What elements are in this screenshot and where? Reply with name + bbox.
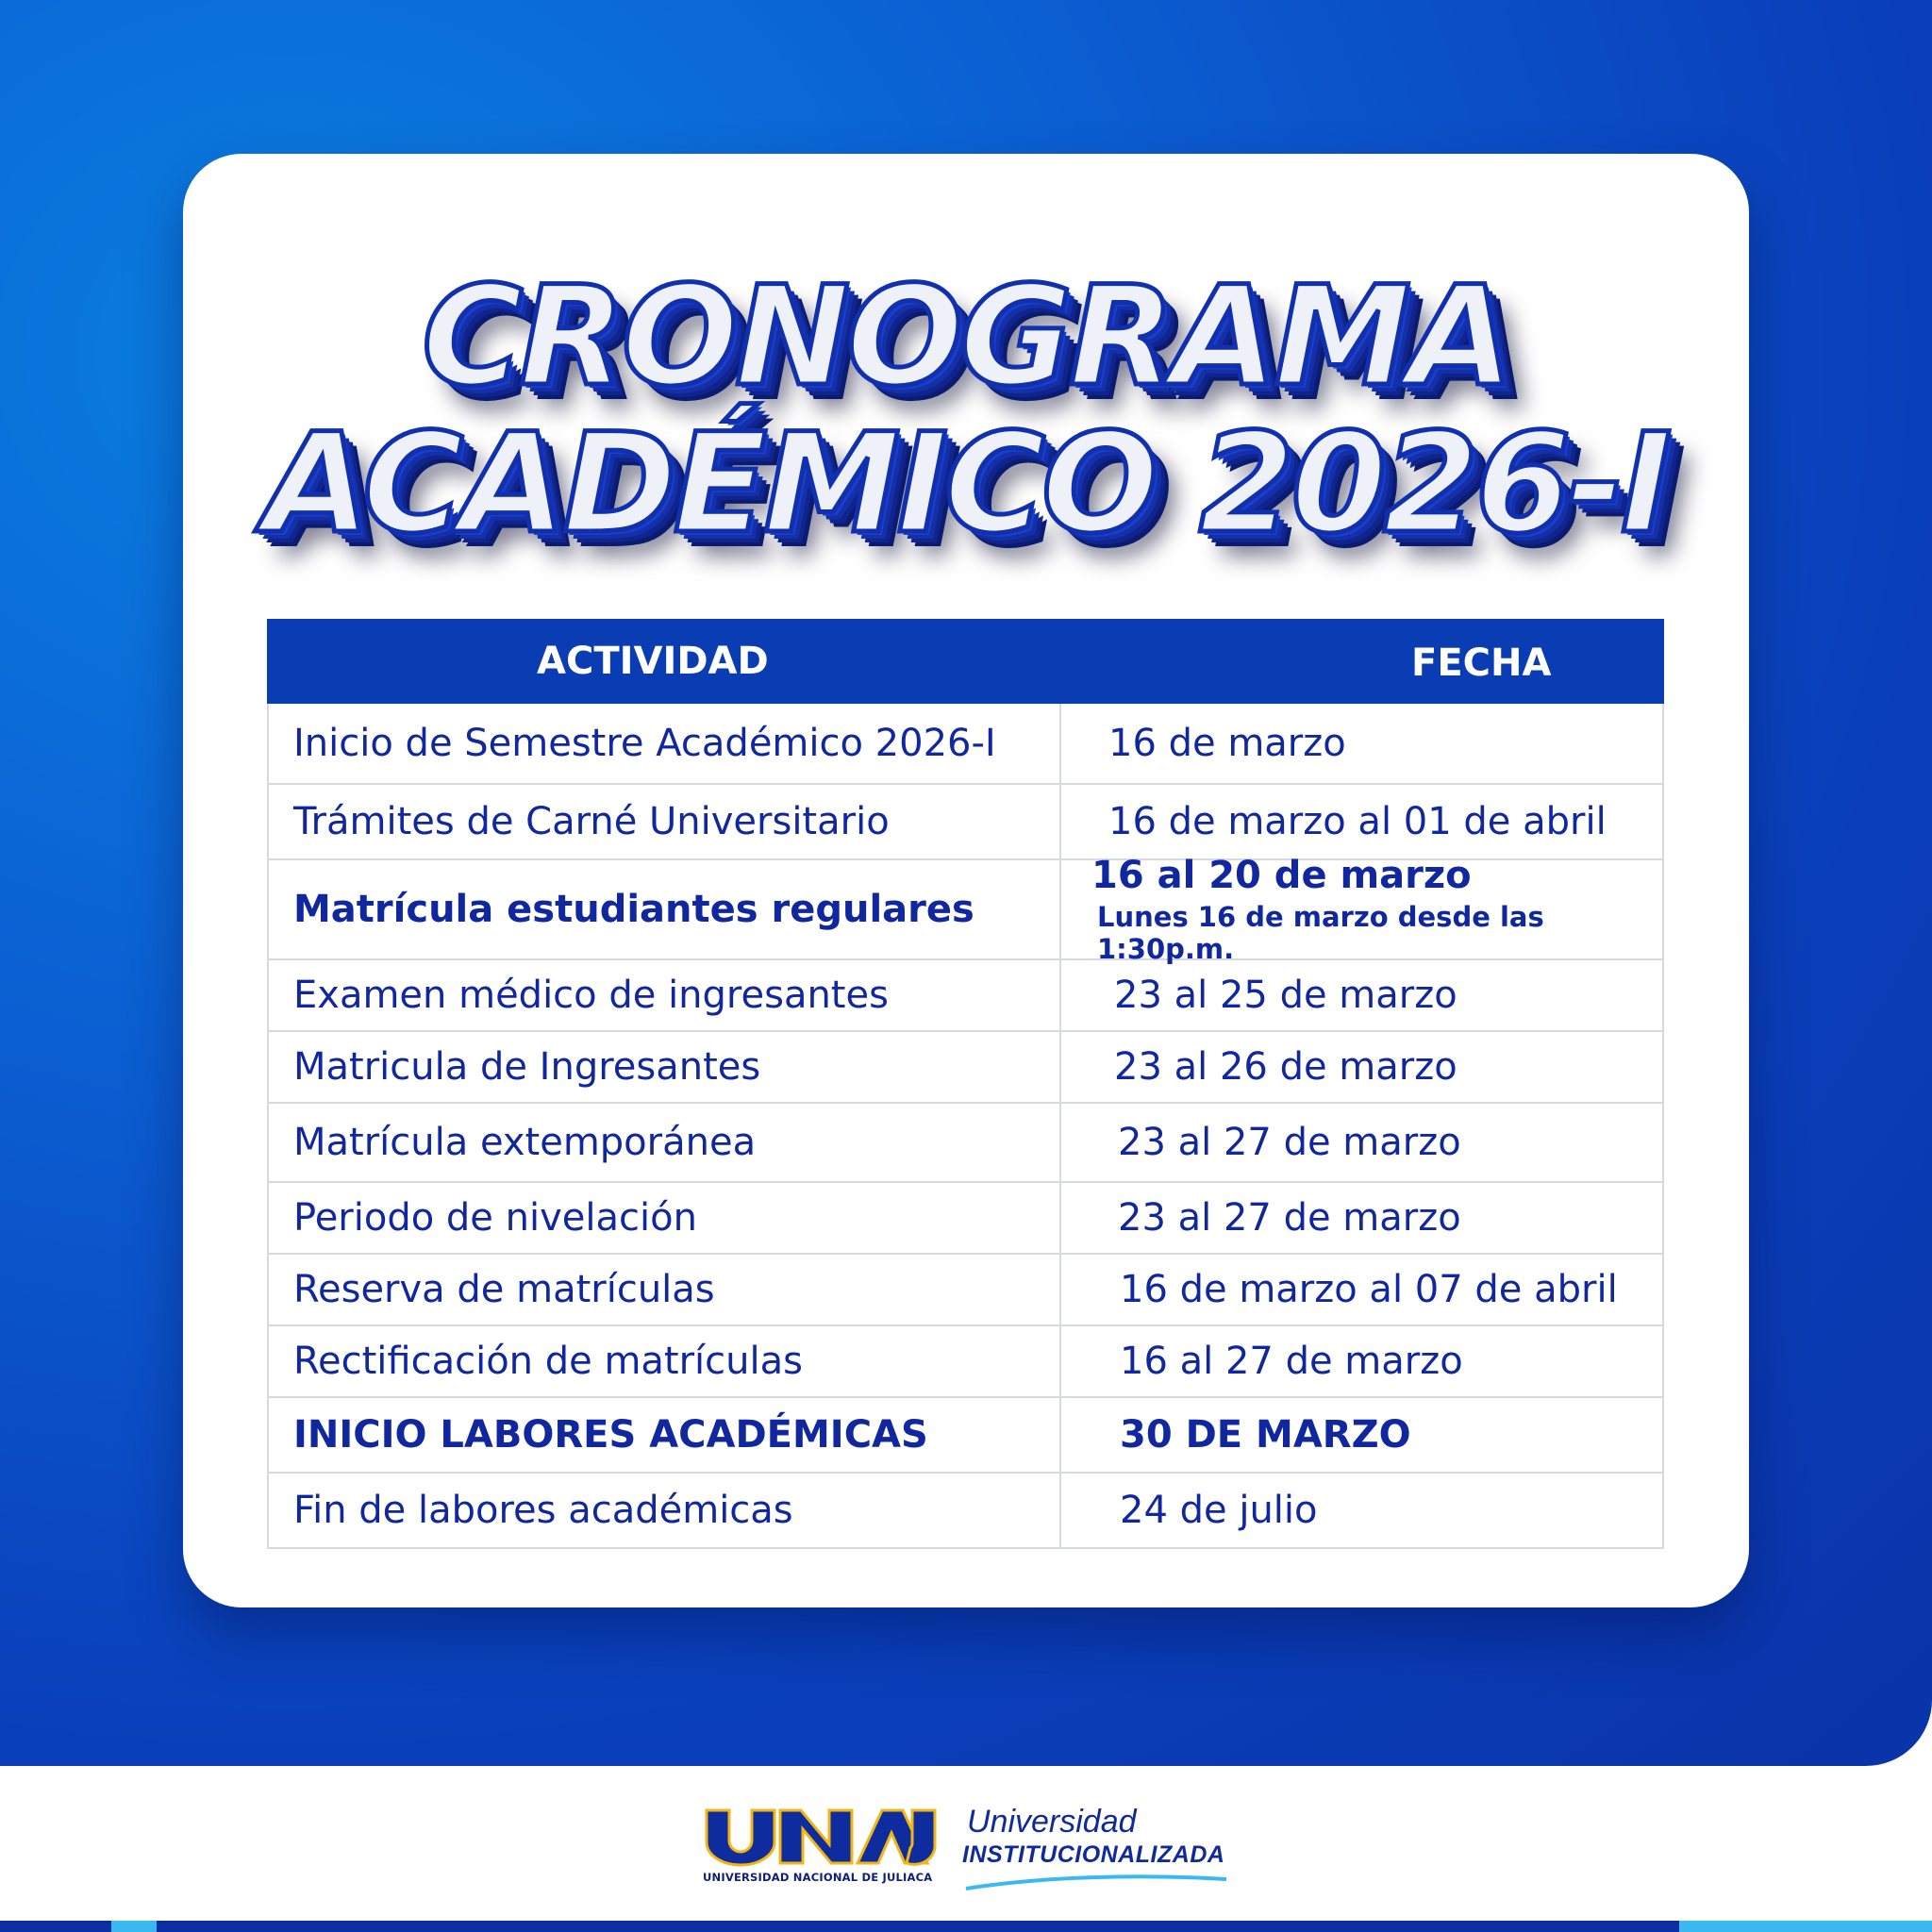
table-row — [267, 960, 1664, 1032]
bottom-accent-right — [1679, 1921, 1932, 1932]
table-row — [267, 1104, 1664, 1183]
activity-cell: Matrícula extemporánea — [269, 1104, 1061, 1181]
title-line-1: CRONOGRAMA — [422, 257, 1510, 417]
date-cell — [1061, 960, 1662, 1030]
date-cell — [1061, 1326, 1662, 1396]
activity-cell: Periodo de nivelación — [269, 1183, 1061, 1253]
date-text: 23 al 26 de marzo — [1114, 1045, 1457, 1089]
date-cell — [1061, 1032, 1662, 1102]
tagline-swoosh-icon — [964, 1872, 1228, 1892]
table-row — [267, 854, 1664, 965]
date-cell — [1061, 1398, 1662, 1472]
tagline-institucionalizada: INSTITUCIONALIZADA — [962, 1841, 1225, 1868]
date-text: 24 de julio — [1120, 1489, 1318, 1532]
header-actividad: ACTIVIDAD — [537, 640, 769, 683]
table-row — [267, 1398, 1664, 1474]
bottom-bar — [0, 1921, 1932, 1932]
date-cell — [1061, 704, 1662, 783]
date-cell — [1061, 1183, 1662, 1253]
date-cell — [1061, 1255, 1662, 1324]
table-row — [267, 1032, 1664, 1104]
table-row — [267, 704, 1664, 785]
date-text: 16 al 20 de marzo — [1091, 854, 1472, 897]
header-fecha: FECHA — [1411, 641, 1552, 685]
date-text: 16 de marzo al 01 de abril — [1108, 800, 1607, 843]
activity-cell: Matrícula estudiantes regulares — [269, 860, 1061, 958]
schedule-table — [267, 619, 1664, 1549]
table-row — [267, 1326, 1664, 1398]
date-cell — [1061, 1474, 1662, 1547]
table-row — [267, 785, 1664, 860]
title-line-2: ACADÉMICO 2026-I — [263, 404, 1669, 564]
date-text: 23 al 27 de marzo — [1118, 1121, 1461, 1164]
date-note: Lunes 16 de marzo desde las 1:30p.m. — [1097, 901, 1544, 965]
date-text: 16 de marzo al 07 de abril — [1120, 1268, 1618, 1311]
bottom-accent-left — [111, 1921, 157, 1932]
table-row — [267, 1255, 1664, 1326]
university-logo-icon — [703, 1807, 939, 1867]
table-header — [267, 619, 1664, 704]
activity-cell: INICIO LABORES ACADÉMICAS — [269, 1398, 1061, 1472]
table-row — [267, 1183, 1664, 1255]
date-text: 23 al 27 de marzo — [1118, 1196, 1461, 1240]
date-text: 16 al 27 de marzo — [1120, 1340, 1463, 1383]
activity-cell: Examen médico de ingresantes — [269, 960, 1061, 1030]
date-cell — [1061, 854, 1662, 965]
activity-cell: Rectificación de matrículas — [269, 1326, 1061, 1396]
table-row — [267, 1474, 1664, 1549]
activity-cell: Matricula de Ingresantes — [269, 1032, 1061, 1102]
date-cell — [1061, 1104, 1662, 1181]
tagline-universidad: Universidad — [967, 1804, 1137, 1840]
date-cell — [1061, 785, 1662, 858]
logo-caption: UNIVERSIDAD NACIONAL DE JULIACA — [703, 1871, 933, 1884]
date-text: 23 al 25 de marzo — [1114, 974, 1457, 1017]
activity-cell: Fin de labores académicas — [269, 1474, 1061, 1547]
activity-cell: Trámites de Carné Universitario — [269, 785, 1061, 858]
activity-cell: Reserva de matrículas — [269, 1255, 1061, 1324]
date-text: 16 de marzo — [1108, 722, 1346, 765]
activity-cell: Inicio de Semestre Académico 2026-I — [269, 704, 1061, 783]
date-text: 30 DE MARZO — [1120, 1413, 1411, 1457]
